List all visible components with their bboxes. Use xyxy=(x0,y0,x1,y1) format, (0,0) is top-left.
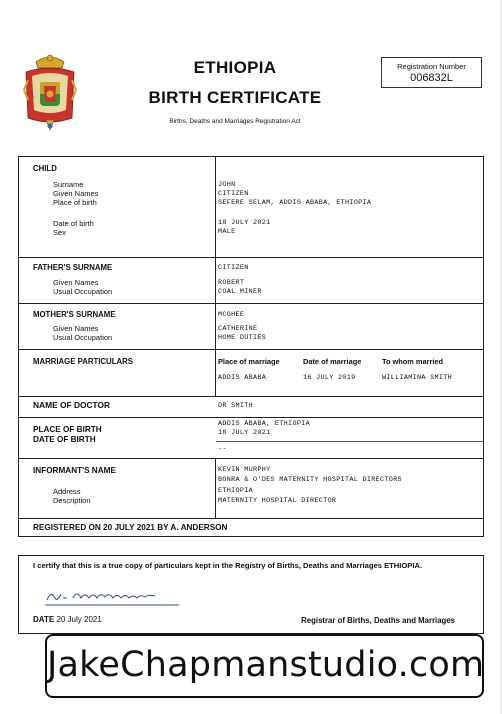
certification-date-label: DATE xyxy=(33,615,55,624)
father-occupation-value: COAL MINER xyxy=(218,288,262,296)
marriage-whom-label: To whom married xyxy=(382,357,444,366)
birth-extra-value: -- xyxy=(218,445,227,453)
mother-given-names-label: Given Names xyxy=(53,324,99,333)
child-surname-label: Surname xyxy=(53,180,84,189)
father-heading: FATHER'S SURNAME xyxy=(33,263,113,272)
place-of-birth-heading: PLACE OF BIRTH xyxy=(33,425,102,434)
column-divider xyxy=(215,157,216,397)
informant-address-label: Address xyxy=(53,487,81,496)
registration-number-box xyxy=(381,57,482,88)
father-given-names-value: ROBERT xyxy=(218,279,245,287)
informant-description-label: Description xyxy=(53,496,91,505)
registrar-signature xyxy=(43,584,183,608)
registration-number-label: Registration Number xyxy=(397,62,466,71)
marriage-date-value: 16 JULY 2019 xyxy=(303,374,356,382)
row-divider xyxy=(19,396,483,397)
row-divider xyxy=(19,518,483,519)
marriage-heading: MARRIAGE PARTICULARS xyxy=(33,357,133,366)
doctor-name-value: DR SMITH xyxy=(218,402,254,410)
row-divider xyxy=(19,417,483,418)
child-given-names-label: Given Names xyxy=(53,189,99,198)
informant-description-value: MATERNITY HOSPITAL DIRECTOR xyxy=(218,497,337,505)
certification-box xyxy=(18,555,484,634)
mother-given-names-value: CATHERINE xyxy=(218,325,258,333)
marriage-date-label: Date of marriage xyxy=(303,357,362,366)
watermark-banner: JakeChapmanstudio.com xyxy=(45,634,484,698)
registered-statement: REGISTERED ON 20 JULY 2021 BY A. ANDERSON xyxy=(33,523,228,532)
father-surname-value: CITIZEN xyxy=(218,264,249,272)
marriage-whom-value: WILLIAMINA SMITH xyxy=(382,374,453,382)
row-divider xyxy=(19,303,483,304)
informant-heading: INFORMANT'S NAME xyxy=(33,466,116,475)
registrar-title: Registrar of Births, Deaths and Marriages xyxy=(301,616,455,625)
mother-occupation-label: Usual Occupation xyxy=(53,333,113,342)
informant-name-value: KEVIN MURPHY xyxy=(218,466,271,474)
marriage-place-value: ADDIS ABABA xyxy=(218,374,267,382)
row-divider xyxy=(19,458,483,459)
particulars-form xyxy=(18,156,484,537)
row-divider xyxy=(19,349,483,350)
informant-address-line2: ETHIOPIA xyxy=(218,487,254,495)
mother-occupation-value: HOME DUTIES xyxy=(218,334,267,342)
certification-text: I certify that this is a true copy of particulars kept in the Registry of Births, Deaths and Marriages ETHIOPIA. xyxy=(33,561,423,570)
document-title: BIRTH CERTIFICATE xyxy=(148,88,322,107)
child-place-of-birth-value: SEFERE SELAM, ADDIS ABABA, ETHIOPIA xyxy=(218,199,372,207)
country-title: ETHIOPIA xyxy=(193,58,277,77)
registration-act: Births, Deaths and Marriages Registration Act xyxy=(169,118,301,125)
child-place-of-birth-label: Place of birth xyxy=(53,198,97,207)
mother-heading: MOTHER'S SURNAME xyxy=(33,310,116,319)
marriage-place-label: Place of marriage xyxy=(218,357,280,366)
place-of-birth-value: ADDIS ABABA, ETHIOPIA xyxy=(218,420,310,428)
child-heading: CHILD xyxy=(33,164,57,173)
child-sex-value: MALE xyxy=(218,228,236,236)
father-occupation-label: Usual Occupation xyxy=(53,287,113,296)
doctor-heading: NAME OF DOCTOR xyxy=(33,400,111,410)
mother-surname-value: MCGHEE xyxy=(218,311,245,319)
coat-of-arms-emblem xyxy=(22,50,78,134)
row-divider xyxy=(19,257,483,258)
date-of-birth-heading: DATE OF BIRTH xyxy=(33,435,96,444)
certification-date-value: 20 July 2021 xyxy=(56,615,102,624)
informant-address-line1: BONRA & O'DES MATERNITY HOSPITAL DIRECTORS xyxy=(218,476,402,484)
child-date-of-birth-value: 18 JULY 2021 xyxy=(218,219,271,227)
column-divider-lower xyxy=(215,458,216,519)
birth-inner-divider xyxy=(216,441,483,442)
child-surname-value: JOHN xyxy=(218,181,236,189)
registration-number-value: 006832L xyxy=(410,72,453,84)
certification-date xyxy=(33,615,102,624)
child-sex-label: Sex xyxy=(53,228,66,237)
date-of-birth-value: 18 JULY 2021 xyxy=(218,429,271,437)
child-date-of-birth-label: Date of birth xyxy=(53,219,94,228)
father-given-names-label: Given Names xyxy=(53,278,99,287)
child-given-names-value: CITIZEN xyxy=(218,190,249,198)
